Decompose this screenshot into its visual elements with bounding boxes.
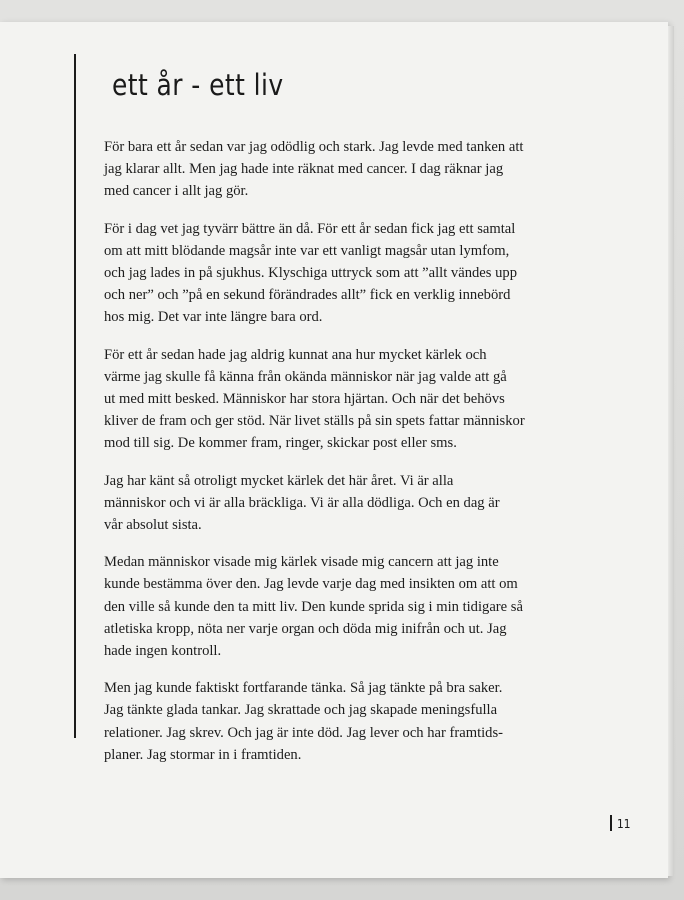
- text-line: Jag tänkte glada tankar. Jag skrattade och jag skapade meningsfulla: [104, 702, 498, 719]
- text-line: och ner” och ”på en sekund förändrades allt” fick en verklig innebörd: [104, 287, 511, 304]
- paragraph: [104, 677, 544, 766]
- text-line: relationer. Jag skrev. Och jag är inte död. Jag lever och har framtids-: [104, 724, 504, 741]
- paragraph: [104, 470, 544, 537]
- text-line: Jag har känt så otroligt mycket kärlek det här året. Vi är alla: [104, 472, 454, 489]
- text-line: Men jag kunde faktiskt fortfarande tänka. Så jag tänkte på bra saker.: [104, 680, 503, 697]
- text-line: kunde bestämma över den. Jag levde varje dag med insikten om att om: [104, 576, 518, 593]
- text-line: För i dag vet jag tyvärr bättre än då. För ett år sedan fick jag ett samtal: [104, 220, 516, 237]
- text-line: atletiska kropp, nöta ner varje organ och döda mig inifrån och ut. Jag: [104, 620, 507, 637]
- paragraph: [104, 344, 544, 455]
- paragraph: [104, 136, 544, 203]
- text-line: kliver de fram och ger stöd. När livet ställs på sin spets fattar människor: [104, 413, 525, 430]
- margin-rule: [74, 54, 76, 738]
- folio: [610, 815, 632, 831]
- text-line: människor och vi är alla bräckliga. Vi är alla dödliga. Och en dag är: [104, 494, 500, 511]
- text-line: vår absolut sista.: [104, 517, 202, 534]
- chapter-title: ett år - ett liv: [112, 68, 284, 102]
- body-text: [104, 136, 544, 781]
- paragraph: [104, 551, 544, 662]
- paragraph: [104, 218, 544, 329]
- text-line: den ville så kunde den ta mitt liv. Den kunde sprida sig i min tidigare så: [104, 598, 523, 615]
- text-line: ut med mitt besked. Människor har stora hjärtan. Och när det behövs: [104, 391, 505, 408]
- page-edge: [668, 26, 674, 876]
- text-line: För bara ett år sedan var jag odödlig och stark. Jag levde med tanken att: [104, 139, 524, 155]
- page-number: 11: [616, 815, 631, 831]
- text-line: med cancer i allt jag gör.: [104, 183, 249, 200]
- text-line: mod till sig. De kommer fram, ringer, skickar post eller sms.: [104, 435, 457, 452]
- text-line: hade ingen kontroll.: [104, 643, 222, 660]
- text-line: Medan människor visade mig kärlek visade mig cancern att jag inte: [104, 554, 499, 571]
- text-line: planer. Jag stormar in i framtiden.: [104, 746, 302, 763]
- text-line: jag klarar allt. Men jag hade inte räknat med cancer. I dag räknar jag: [104, 161, 504, 178]
- folio-divider: [610, 815, 612, 831]
- text-line: värme jag skulle få känna från okända människor när jag valde att gå: [104, 368, 507, 385]
- text-line: och jag lades in på sjukhus. Klyschiga uttryck som att ”allt vändes upp: [104, 265, 518, 282]
- text-line: hos mig. Det var inte längre bara ord.: [104, 309, 323, 326]
- text-line: om att mitt blödande magsår inte var ett vanligt magsår utan lymfom,: [104, 242, 510, 259]
- text-line: För ett år sedan hade jag aldrig kunnat ana hur mycket kärlek och: [104, 346, 487, 363]
